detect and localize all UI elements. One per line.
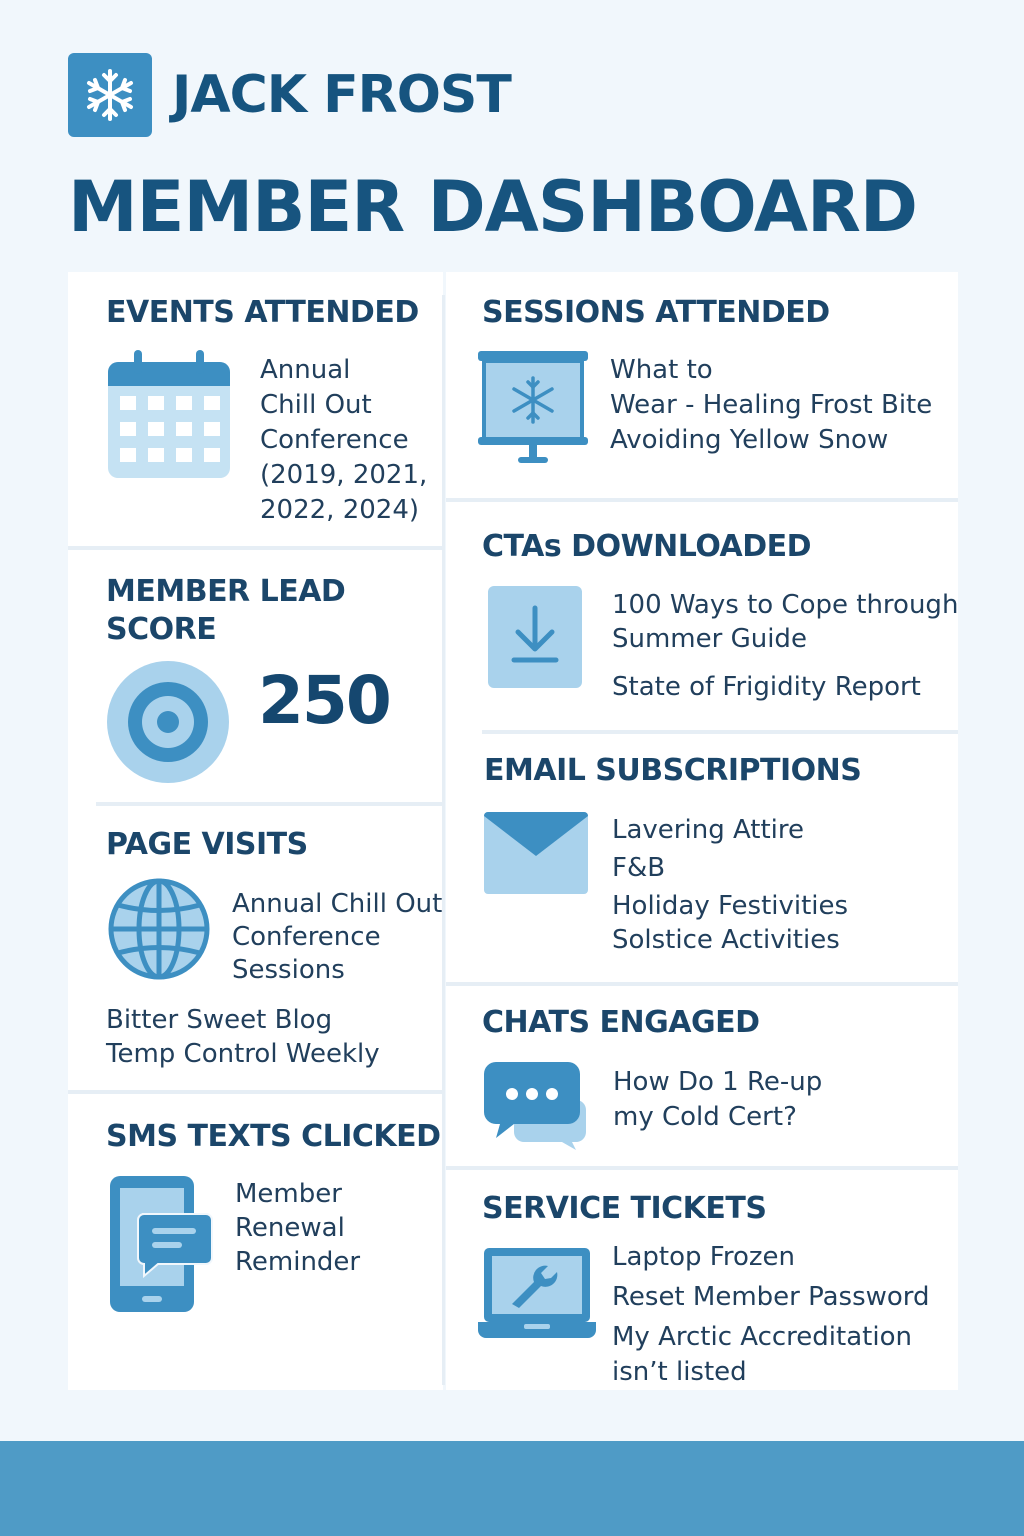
event-line: 2022, 2024): [260, 495, 420, 525]
phone-message-icon: [108, 1174, 214, 1318]
sms-line: Member: [235, 1179, 342, 1209]
divider: [482, 730, 958, 734]
card-title: SESSIONS ATTENDED: [482, 295, 830, 330]
divider: [446, 982, 958, 986]
card-title: EMAIL SUBSCRIPTIONS: [484, 753, 862, 788]
snowflake-icon: [68, 53, 152, 137]
card-title: SMS TEXTS CLICKED: [106, 1119, 441, 1154]
card-title: PAGE VISITS: [106, 827, 308, 862]
divider: [446, 1166, 958, 1170]
card-title: SERVICE TICKETS: [482, 1191, 767, 1226]
event-line: Annual: [260, 355, 351, 385]
sms-line: Reminder: [235, 1247, 361, 1277]
presentation-screen-icon: [478, 351, 588, 471]
ticket-line: Laptop Frozen: [612, 1242, 796, 1272]
page-visit-line: Bitter Sweet Blog: [106, 1005, 333, 1035]
event-line: (2019, 2021,: [260, 460, 428, 490]
event-line: Conference: [260, 425, 409, 455]
laptop-wrench-icon: [478, 1246, 596, 1344]
calendar-icon: [106, 350, 232, 484]
sms-line: Renewal: [235, 1213, 345, 1243]
page-title: MEMBER DASHBOARD: [68, 166, 918, 248]
envelope-icon: [484, 812, 588, 898]
divider: [68, 1090, 443, 1094]
footer-band: [0, 1441, 1024, 1536]
cta-line: 100 Ways to Cope through: [612, 590, 959, 620]
session-line: What to: [610, 355, 713, 385]
email-line: Lavering Attire: [612, 815, 805, 845]
card-title: CHATS ENGAGED: [482, 1005, 760, 1040]
card-title: EVENTS ATTENDED: [106, 295, 419, 330]
session-line: Wear - Healing Frost Bite: [610, 390, 933, 420]
card-title: SCORE: [106, 612, 217, 647]
lead-score-value: 250: [258, 662, 390, 739]
target-icon: [106, 660, 230, 788]
event-line: Chill Out: [260, 390, 372, 420]
ticket-line: Reset Member Password: [612, 1282, 930, 1312]
ticket-line: isn’t listed: [612, 1357, 747, 1387]
cta-line: Summer Guide: [612, 624, 807, 654]
page-visit-line: Temp Control Weekly: [106, 1039, 380, 1069]
page-visit-line: Sessions: [232, 955, 345, 985]
brand-name: JACK FROST: [172, 65, 511, 125]
email-line: Holiday Festivities: [612, 891, 849, 921]
card-title: MEMBER LEAD: [106, 574, 346, 609]
globe-icon: [108, 878, 210, 984]
email-line: Solstice Activities: [612, 925, 840, 955]
page-visit-line: Conference: [232, 922, 381, 952]
cta-line: State of Frigidity Report: [612, 672, 921, 702]
chat-bubble-icon: [484, 1060, 588, 1154]
download-icon: [488, 586, 582, 692]
card-title: CTAs DOWNLOADED: [482, 529, 812, 564]
session-line: Avoiding Yellow Snow: [610, 425, 889, 455]
divider: [446, 498, 958, 502]
ticket-line: My Arctic Accreditation: [612, 1322, 912, 1352]
email-line: F&B: [612, 853, 666, 883]
chat-line: How Do 1 Re-up: [613, 1067, 823, 1097]
page-visit-line: Annual Chill Out: [232, 889, 443, 919]
chat-line: my Cold Cert?: [613, 1102, 797, 1132]
brand: [68, 53, 511, 137]
column-divider: [442, 295, 445, 1385]
divider: [96, 802, 443, 806]
divider: [68, 546, 443, 550]
